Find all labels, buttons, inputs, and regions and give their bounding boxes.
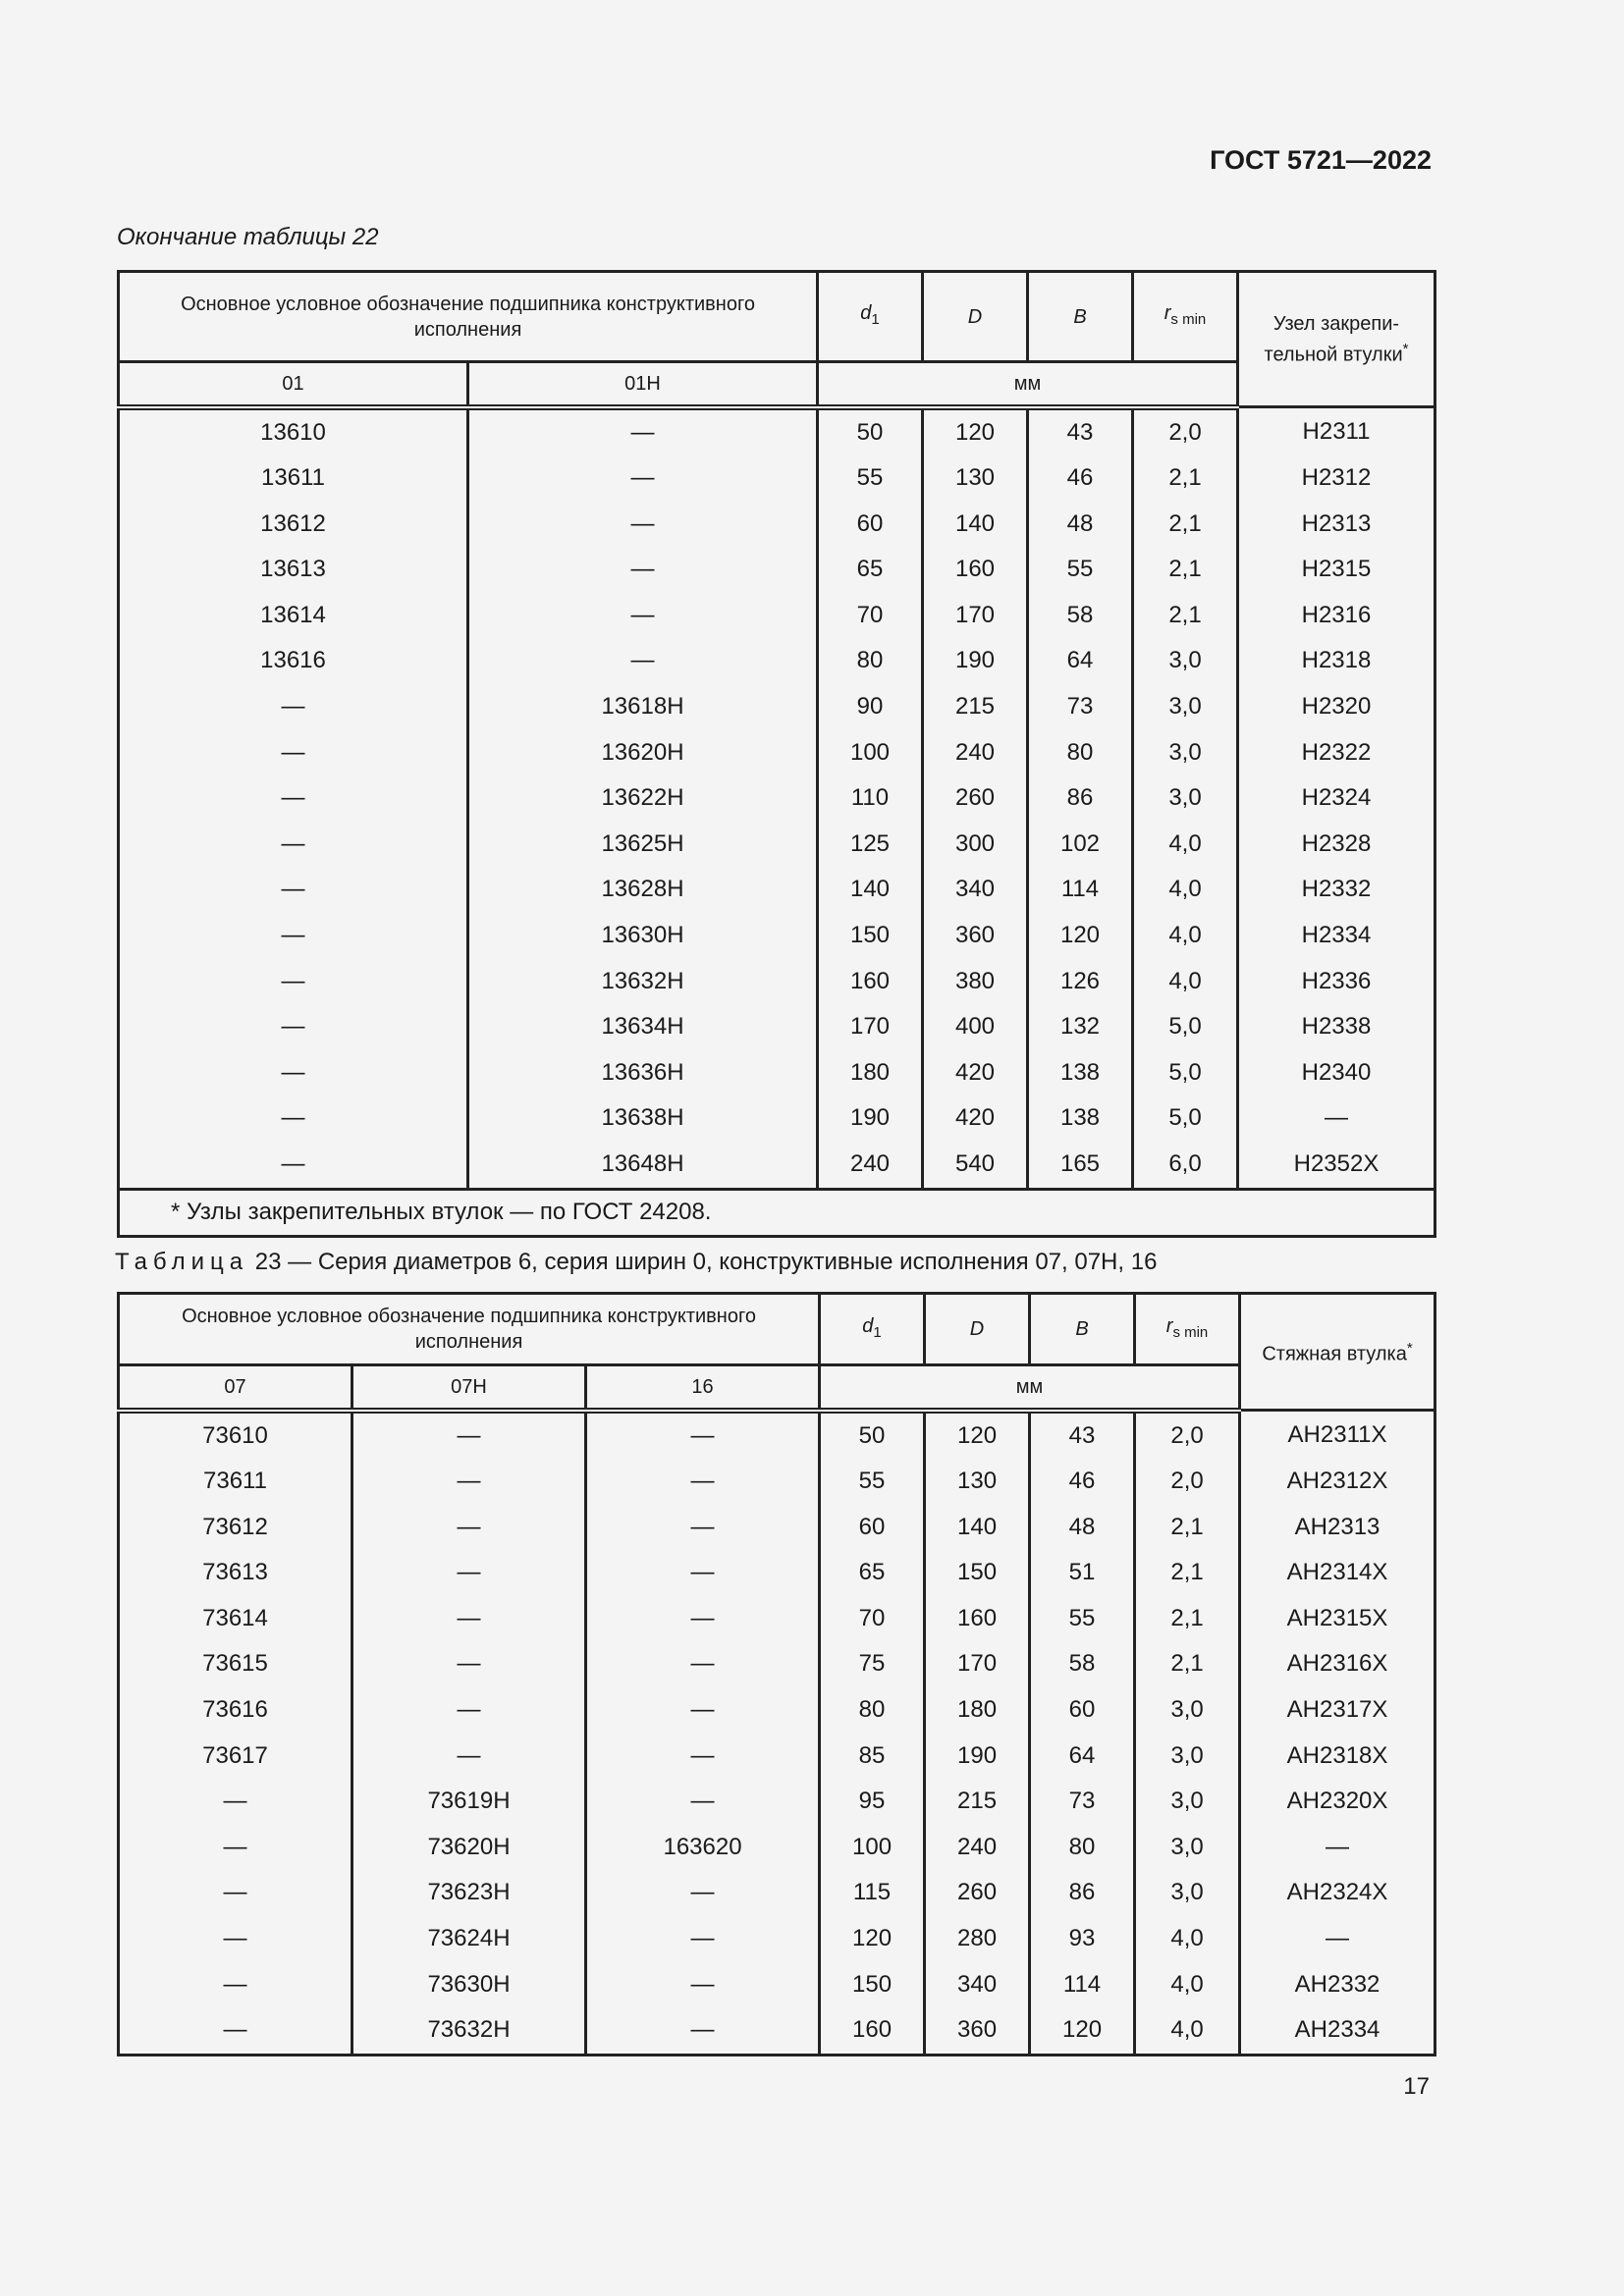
table-cell: АН2311Х (1240, 1411, 1435, 1460)
table-row (119, 547, 1435, 593)
table-cell: — (119, 2007, 352, 2055)
table-cell: 140 (818, 867, 923, 913)
table-row (119, 913, 1435, 959)
table-cell: 100 (818, 730, 923, 776)
table-cell: — (1240, 1825, 1435, 1871)
table-cell: 260 (925, 1870, 1030, 1916)
table-cell: 3,0 (1133, 638, 1238, 684)
table-cell: 58 (1028, 593, 1133, 639)
table-row (119, 1550, 1435, 1596)
header-designation: Основное условное обозначение подшипника конструктивного исполнения (119, 1294, 820, 1365)
table-row (119, 1962, 1435, 2008)
table-cell: 280 (925, 1916, 1030, 1962)
table-cell: Н2336 (1238, 959, 1435, 1005)
table-cell: 55 (1028, 547, 1133, 593)
table-row (119, 1004, 1435, 1050)
table-cell: 4,0 (1133, 867, 1238, 913)
table-cell: — (586, 2007, 820, 2055)
table-cell: 4,0 (1133, 822, 1238, 868)
table-row (119, 959, 1435, 1005)
table-row (119, 684, 1435, 730)
table-cell: 140 (923, 502, 1028, 548)
table-cell: 110 (818, 775, 923, 822)
table-cell: АН2312Х (1240, 1459, 1435, 1505)
table-cell: 46 (1028, 455, 1133, 502)
table-cell: 73614 (119, 1596, 352, 1642)
table-cell: 13622Н (468, 775, 818, 822)
table-cell: 240 (818, 1142, 923, 1189)
table-cell: — (119, 913, 468, 959)
table-cell: 240 (923, 730, 1028, 776)
table-23 (117, 1292, 1436, 2056)
table-cell: 3,0 (1135, 1825, 1240, 1871)
table-row (119, 867, 1435, 913)
table-cell: 150 (820, 1962, 925, 2008)
table-continuation-label: Окончание таблицы 22 (117, 224, 379, 250)
table-cell: 160 (923, 547, 1028, 593)
table-cell: — (119, 822, 468, 868)
table-row (119, 1641, 1435, 1687)
table-row (119, 407, 1435, 456)
table-row (119, 730, 1435, 776)
table-cell: — (119, 1870, 352, 1916)
table-cell: 4,0 (1135, 2007, 1240, 2055)
document-code: ГОСТ 5721—2022 (1210, 145, 1432, 175)
table-cell: 138 (1028, 1050, 1133, 1096)
table-row (119, 1916, 1435, 1962)
table-cell: 165 (1028, 1142, 1133, 1189)
table-cell: 540 (923, 1142, 1028, 1189)
table-row (119, 822, 1435, 868)
table-cell: 420 (923, 1095, 1028, 1142)
table-cell: 4,0 (1133, 913, 1238, 959)
table-cell: АН2320Х (1240, 1779, 1435, 1825)
header-col-16: 16 (586, 1365, 820, 1411)
table-row (119, 1734, 1435, 1780)
table-cell: Н2324 (1238, 775, 1435, 822)
table-cell: 13628Н (468, 867, 818, 913)
table-cell: 260 (923, 775, 1028, 822)
table-cell: — (586, 1687, 820, 1734)
table-cell: 138 (1028, 1095, 1133, 1142)
table-cell: 2,1 (1135, 1596, 1240, 1642)
table-cell: 13610 (119, 407, 468, 456)
table-cell: 51 (1030, 1550, 1135, 1596)
table-cell: — (352, 1734, 586, 1780)
table-cell: 150 (818, 913, 923, 959)
table-cell: 300 (923, 822, 1028, 868)
table-cell: — (586, 1641, 820, 1687)
table-cell: 73624Н (352, 1916, 586, 1962)
table-cell: — (119, 730, 468, 776)
table-cell: 3,0 (1133, 684, 1238, 730)
table-cell: АН2313 (1240, 1505, 1435, 1551)
table-cell: — (119, 1779, 352, 1825)
table-cell: — (119, 1916, 352, 1962)
table-cell: 340 (923, 867, 1028, 913)
table-cell: 3,0 (1135, 1687, 1240, 1734)
table-cell: 114 (1028, 867, 1133, 913)
header-adapter-sleeve: Стяжная втулка* (1240, 1294, 1435, 1411)
table-cell: 48 (1028, 502, 1133, 548)
table-cell: 2,1 (1133, 547, 1238, 593)
table-cell: — (586, 1962, 820, 2008)
header-B: B (1028, 272, 1133, 362)
table-cell: — (586, 1596, 820, 1642)
table-cell: 6,0 (1133, 1142, 1238, 1189)
header-D: D (923, 272, 1028, 362)
table-cell: 3,0 (1133, 775, 1238, 822)
table-cell: — (352, 1641, 586, 1687)
table-cell: 13612 (119, 502, 468, 548)
table-cell: 4,0 (1135, 1916, 1240, 1962)
table-cell: 100 (820, 1825, 925, 1871)
table-row (119, 1459, 1435, 1505)
header-col-07: 07 (119, 1365, 352, 1411)
table-row (119, 775, 1435, 822)
table-cell: 13625Н (468, 822, 818, 868)
table-22-body (119, 407, 1435, 1190)
table-row (119, 593, 1435, 639)
table-cell: 75 (820, 1641, 925, 1687)
table-cell: 2,1 (1135, 1505, 1240, 1551)
table-cell: АН2314Х (1240, 1550, 1435, 1596)
table-cell: 65 (820, 1550, 925, 1596)
table-cell: 13620Н (468, 730, 818, 776)
table-cell: 2,0 (1133, 407, 1238, 456)
header-col-01H: 01Н (468, 362, 818, 407)
table-cell: 420 (923, 1050, 1028, 1096)
table-cell: — (119, 959, 468, 1005)
table-cell: 120 (923, 407, 1028, 456)
table-cell: Н2340 (1238, 1050, 1435, 1096)
table-cell: 73616 (119, 1687, 352, 1734)
table-cell: 215 (925, 1779, 1030, 1825)
table-cell: АН2317Х (1240, 1687, 1435, 1734)
table-cell: 2,0 (1135, 1411, 1240, 1460)
table-cell: 163620 (586, 1825, 820, 1871)
table-row (119, 1142, 1435, 1189)
table-cell: 80 (1028, 730, 1133, 776)
table-cell: АН2318Х (1240, 1734, 1435, 1780)
table-cell: 4,0 (1135, 1962, 1240, 2008)
table-cell: — (352, 1505, 586, 1551)
table-cell: 140 (925, 1505, 1030, 1551)
table-cell: Н2318 (1238, 638, 1435, 684)
table-cell: 170 (925, 1641, 1030, 1687)
table-cell: 13648Н (468, 1142, 818, 1189)
table-cell: — (586, 1779, 820, 1825)
table-cell: Н2311 (1238, 407, 1435, 456)
table-row (119, 1687, 1435, 1734)
table-row (119, 1825, 1435, 1871)
table-cell: — (119, 867, 468, 913)
table-cell: 190 (925, 1734, 1030, 1780)
table-cell: — (1240, 1916, 1435, 1962)
table-cell: 120 (1028, 913, 1133, 959)
table-row (119, 502, 1435, 548)
table-cell: — (586, 1411, 820, 1460)
table-cell: 73613 (119, 1550, 352, 1596)
page-number: 17 (1403, 2073, 1430, 2100)
table-cell: 60 (1030, 1687, 1135, 1734)
table-row (119, 1095, 1435, 1142)
table-cell: 2,1 (1135, 1550, 1240, 1596)
table-22 (117, 270, 1436, 1238)
table-cell: 86 (1030, 1870, 1135, 1916)
header-B: B (1030, 1294, 1135, 1365)
table-cell: Н2334 (1238, 913, 1435, 959)
table-cell: — (119, 1962, 352, 2008)
table-cell: Н2313 (1238, 502, 1435, 548)
header-col-01: 01 (119, 362, 468, 407)
table-cell: АН2315Х (1240, 1596, 1435, 1642)
table-cell: 160 (818, 959, 923, 1005)
table-row (119, 1411, 1435, 1460)
table-cell: 73632Н (352, 2007, 586, 2055)
table-cell: — (586, 1505, 820, 1551)
table-cell: 190 (923, 638, 1028, 684)
table-cell: 340 (925, 1962, 1030, 2008)
table-cell: — (468, 502, 818, 548)
table-cell: Н2322 (1238, 730, 1435, 776)
table-cell: — (586, 1870, 820, 1916)
table-row (119, 2007, 1435, 2055)
table-cell: 215 (923, 684, 1028, 730)
table-cell: — (119, 1142, 468, 1189)
table-cell: 130 (923, 455, 1028, 502)
table-cell: — (1238, 1095, 1435, 1142)
table-cell: 2,1 (1133, 502, 1238, 548)
table-cell: 80 (1030, 1825, 1135, 1871)
table-cell: Н2338 (1238, 1004, 1435, 1050)
table-cell: 60 (820, 1505, 925, 1551)
table-23-body (119, 1411, 1435, 2056)
table-cell: 64 (1028, 638, 1133, 684)
table-row (119, 1779, 1435, 1825)
table-cell: — (352, 1687, 586, 1734)
table-cell: 120 (820, 1916, 925, 1962)
table-cell: 13632Н (468, 959, 818, 1005)
table-cell: 102 (1028, 822, 1133, 868)
table-cell: 2,0 (1135, 1459, 1240, 1505)
table-cell: 48 (1030, 1505, 1135, 1551)
table-cell: 130 (925, 1459, 1030, 1505)
table-cell: 114 (1030, 1962, 1135, 2008)
table-cell: 400 (923, 1004, 1028, 1050)
table-cell: 73612 (119, 1505, 352, 1551)
table-cell: 73610 (119, 1411, 352, 1460)
table-cell: — (119, 775, 468, 822)
table-cell: 73 (1028, 684, 1133, 730)
table-row (119, 1050, 1435, 1096)
header-d1: $d_1$ (820, 1294, 925, 1365)
table-cell: 3,0 (1135, 1870, 1240, 1916)
table-cell: — (468, 593, 818, 639)
table-row (119, 1596, 1435, 1642)
table-cell: 43 (1028, 407, 1133, 456)
table-cell: 73619Н (352, 1779, 586, 1825)
table-cell: 93 (1030, 1916, 1135, 1962)
header-fixing-sleeve: Узел закрепи-тельной втулки* (1238, 272, 1435, 407)
table-cell: 73617 (119, 1734, 352, 1780)
table-cell: АН2334 (1240, 2007, 1435, 2055)
table-cell: 73611 (119, 1459, 352, 1505)
table-cell: 180 (925, 1687, 1030, 1734)
table-cell: 2,1 (1133, 593, 1238, 639)
table-cell: 160 (820, 2007, 925, 2055)
table-cell: — (586, 1734, 820, 1780)
table-cell: 2,1 (1133, 455, 1238, 502)
table-cell: 80 (820, 1687, 925, 1734)
table-cell: 360 (923, 913, 1028, 959)
header-r: $r_{s min}$ (1133, 272, 1238, 362)
table-cell: 125 (818, 822, 923, 868)
table-cell: — (586, 1550, 820, 1596)
header-D: D (925, 1294, 1030, 1365)
table-cell: 55 (820, 1459, 925, 1505)
table-cell: 65 (818, 547, 923, 593)
table-cell: — (119, 1095, 468, 1142)
table-cell: Н2352Х (1238, 1142, 1435, 1189)
table-cell: 60 (818, 502, 923, 548)
table-cell: 160 (925, 1596, 1030, 1642)
table-cell: — (352, 1411, 586, 1460)
table-cell: — (468, 547, 818, 593)
table-cell: 73620Н (352, 1825, 586, 1871)
table-23-caption: Таблица 23 — Серия диаметров 6, серия ширин 0, конструктивные исполнения 07, 07Н, 16 (115, 1249, 1158, 1275)
table-cell: 5,0 (1133, 1004, 1238, 1050)
table-cell: 132 (1028, 1004, 1133, 1050)
table-cell: 64 (1030, 1734, 1135, 1780)
table-cell: 85 (820, 1734, 925, 1780)
table-cell: 55 (818, 455, 923, 502)
table-cell: — (468, 407, 818, 456)
table-cell: 70 (820, 1596, 925, 1642)
table-row (119, 1505, 1435, 1551)
table-row (119, 638, 1435, 684)
table-cell: — (119, 684, 468, 730)
table-cell: АН2324Х (1240, 1870, 1435, 1916)
header-r: $r_{s min}$ (1135, 1294, 1240, 1365)
header-d1: $d_1$ (818, 272, 923, 362)
table-cell: 190 (818, 1095, 923, 1142)
table-cell: 170 (923, 593, 1028, 639)
table-cell: Н2328 (1238, 822, 1435, 868)
table-cell: 150 (925, 1550, 1030, 1596)
table-cell: 13636Н (468, 1050, 818, 1096)
table-cell: 80 (818, 638, 923, 684)
table-row (119, 455, 1435, 502)
table-cell: 70 (818, 593, 923, 639)
table-cell: 73623Н (352, 1870, 586, 1916)
table-cell: 55 (1030, 1596, 1135, 1642)
table-cell: АН2332 (1240, 1962, 1435, 2008)
table-cell: 13616 (119, 638, 468, 684)
table-cell: — (352, 1550, 586, 1596)
header-units: мм (818, 362, 1238, 407)
table-cell: 3,0 (1133, 730, 1238, 776)
table-cell: — (119, 1825, 352, 1871)
table-cell: 13634Н (468, 1004, 818, 1050)
table-cell: 13613 (119, 547, 468, 593)
header-designation: Основное условное обозначение подшипника конструктивного исполнения (119, 272, 818, 362)
header-units: мм (820, 1365, 1240, 1411)
table-cell: 73615 (119, 1641, 352, 1687)
table-cell: — (586, 1916, 820, 1962)
table-cell: 50 (818, 407, 923, 456)
table-cell: — (119, 1004, 468, 1050)
table-cell: 170 (818, 1004, 923, 1050)
table-cell: 13618Н (468, 684, 818, 730)
table-cell: — (352, 1596, 586, 1642)
table-cell: 5,0 (1133, 1050, 1238, 1096)
table-cell: 5,0 (1133, 1095, 1238, 1142)
table-cell: 58 (1030, 1641, 1135, 1687)
table-cell: — (352, 1459, 586, 1505)
table-cell: — (468, 638, 818, 684)
table-cell: 90 (818, 684, 923, 730)
table-cell: 13630Н (468, 913, 818, 959)
table-cell: 360 (925, 2007, 1030, 2055)
table-footnote: * Узлы закрепительных втулок — по ГОСТ 24208. (119, 1189, 1435, 1236)
table-cell: 2,1 (1135, 1641, 1240, 1687)
table-cell: Н2315 (1238, 547, 1435, 593)
table-cell: 240 (925, 1825, 1030, 1871)
table-cell: 95 (820, 1779, 925, 1825)
table-cell: 3,0 (1135, 1779, 1240, 1825)
table-row (119, 1870, 1435, 1916)
table-cell: 73630Н (352, 1962, 586, 2008)
table-cell: Н2332 (1238, 867, 1435, 913)
table-cell: Н2312 (1238, 455, 1435, 502)
table-cell: 3,0 (1135, 1734, 1240, 1780)
table-cell: 13614 (119, 593, 468, 639)
table-cell: 120 (925, 1411, 1030, 1460)
table-cell: АН2316Х (1240, 1641, 1435, 1687)
table-cell: 4,0 (1133, 959, 1238, 1005)
header-col-07H: 07Н (352, 1365, 586, 1411)
table-cell: 46 (1030, 1459, 1135, 1505)
table-cell: 120 (1030, 2007, 1135, 2055)
table-cell: 50 (820, 1411, 925, 1460)
table-cell: 13611 (119, 455, 468, 502)
table-cell: Н2320 (1238, 684, 1435, 730)
table-cell: 86 (1028, 775, 1133, 822)
table-cell: 126 (1028, 959, 1133, 1005)
table-cell: — (586, 1459, 820, 1505)
table-cell: 73 (1030, 1779, 1135, 1825)
table-cell: Н2316 (1238, 593, 1435, 639)
table-cell: 115 (820, 1870, 925, 1916)
table-cell: 180 (818, 1050, 923, 1096)
table-cell: 43 (1030, 1411, 1135, 1460)
table-cell: 13638Н (468, 1095, 818, 1142)
table-cell: — (468, 455, 818, 502)
table-cell: 380 (923, 959, 1028, 1005)
table-cell: — (119, 1050, 468, 1096)
